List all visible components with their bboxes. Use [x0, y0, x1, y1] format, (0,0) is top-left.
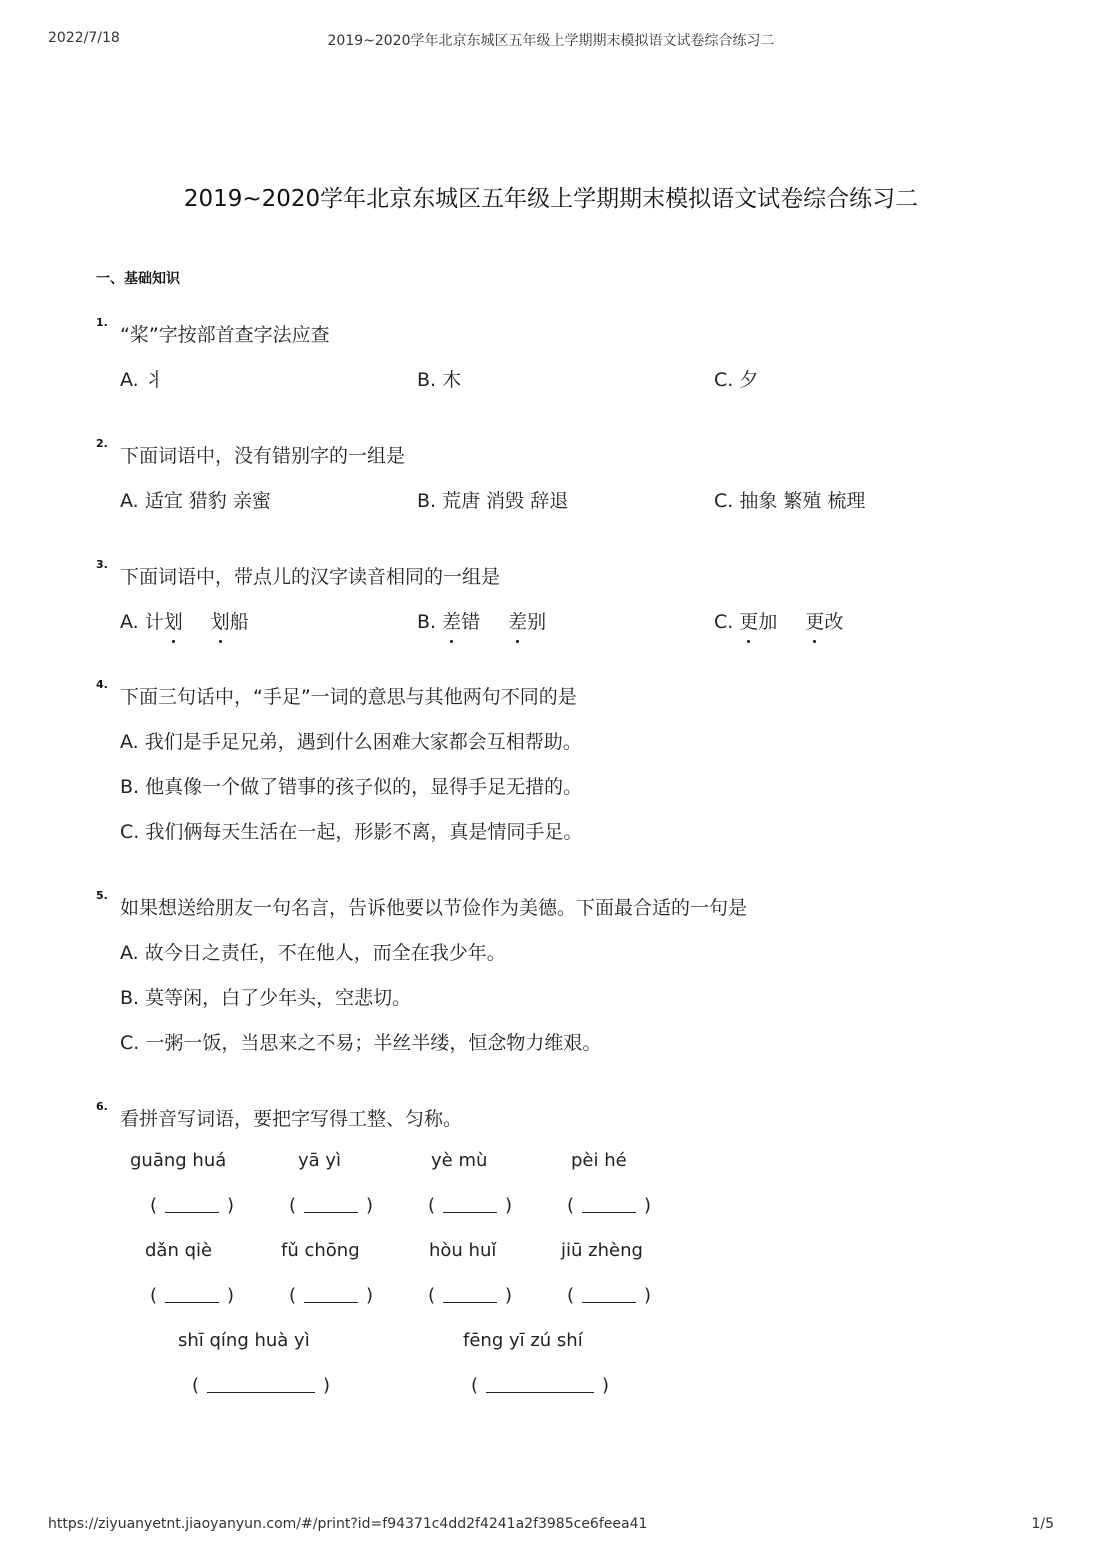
char: 错: [461, 611, 481, 633]
pinyin-prompt: yā yì: [298, 1150, 342, 1171]
pinyin-prompt: fǔ chōng: [281, 1240, 360, 1261]
option-b: B. 荒唐 消毁 辞退: [417, 490, 569, 512]
pinyin-prompt: shī qíng huà yì: [178, 1330, 310, 1351]
print-date: 2022/7/18: [48, 30, 120, 46]
answer-blank[interactable]: [192, 1375, 330, 1396]
option-b: [417, 607, 546, 634]
paren-open: (: [289, 1195, 297, 1216]
char: 船: [229, 611, 249, 633]
option-label: B.: [417, 611, 443, 633]
question-text: 下面三句话中，“手足”一词的意思与其他两句不同的是: [120, 686, 577, 708]
answer-blank[interactable]: [567, 1195, 651, 1216]
option-c: C. 我们俩每天生活在一起，形影不离，真是情同手足。: [120, 821, 583, 843]
section-heading: 一、基础知识: [96, 271, 180, 287]
paren-close: ): [505, 1195, 513, 1216]
question-number: 6.: [96, 1100, 108, 1113]
option-a: A. 我们是手足兄弟，遇到什么困难大家都会互相帮助。: [120, 731, 582, 753]
dotted-char: 更: [805, 607, 824, 634]
paren-close: ): [366, 1195, 374, 1216]
char: 加: [758, 611, 778, 633]
option-c: [714, 607, 843, 634]
option-a: A. 丬: [120, 369, 164, 391]
pinyin-prompt: dǎn qiè: [145, 1240, 213, 1261]
pinyin-prompt: guāng huá: [130, 1150, 227, 1171]
print-header-title: 2019~2020学年北京东城区五年级上学期期末模拟语文试卷综合练习二: [327, 33, 775, 49]
answer-blank[interactable]: [150, 1285, 234, 1306]
pinyin-prompt: hòu huǐ: [429, 1240, 497, 1261]
question-text: 看拼音写词语，要把字写得工整、匀称。: [120, 1108, 463, 1130]
question-text: 下面词语中，带点儿的汉字读音相同的一组是: [120, 566, 501, 588]
char: 改: [824, 611, 844, 633]
question-number: 4.: [96, 678, 108, 691]
answer-blank[interactable]: [289, 1285, 373, 1306]
print-url: https://ziyuanyetnt.jiaoyanyun.com/#/print?id=f94371c4dd2f4241a2f3985ce6feea41: [48, 1516, 648, 1532]
option-c: C. 夕: [714, 369, 759, 391]
answer-blank[interactable]: [428, 1195, 512, 1216]
answer-blank[interactable]: [150, 1195, 234, 1216]
answer-blank[interactable]: [567, 1285, 651, 1306]
answer-blank[interactable]: [289, 1195, 373, 1216]
paren-open: (: [567, 1195, 575, 1216]
option-c: C. 一粥一饭，当思来之不易；半丝半缕，恒念物力维艰。: [120, 1032, 602, 1054]
dotted-char: 差: [442, 607, 461, 634]
paren-open: (: [567, 1285, 575, 1306]
answer-blank[interactable]: [471, 1375, 609, 1396]
dotted-char: 差: [508, 607, 527, 634]
page-title: 2019~2020学年北京东城区五年级上学期期末模拟语文试卷综合练习二: [183, 186, 919, 212]
pinyin-prompt: yè mù: [431, 1150, 488, 1171]
option-c: C. 抽象 繁殖 梳理: [714, 490, 866, 512]
dotted-char: 划: [164, 607, 183, 634]
paren-open: (: [192, 1375, 200, 1396]
question-number: 1.: [96, 316, 108, 329]
paren-close: ): [227, 1285, 235, 1306]
dotted-char: 更: [739, 607, 758, 634]
pinyin-prompt: fēng yī zú shí: [463, 1330, 583, 1351]
char: 别: [527, 611, 547, 633]
paren-close: ): [505, 1285, 513, 1306]
paren-open: (: [150, 1195, 158, 1216]
question-number: 5.: [96, 889, 108, 902]
pinyin-prompt: pèi hé: [571, 1150, 627, 1171]
paren-close: ): [227, 1195, 235, 1216]
option-b: B. 莫等闲，白了少年头，空悲切。: [120, 987, 412, 1009]
paren-open: (: [428, 1195, 436, 1216]
option-b: B. 他真像一个做了错事的孩子似的，显得手足无措的。: [120, 776, 583, 798]
paren-open: (: [428, 1285, 436, 1306]
paren-close: ): [644, 1285, 652, 1306]
option-b: B. 木: [417, 369, 462, 391]
question-text: 下面词语中，没有错别字的一组是: [120, 445, 406, 467]
paren-open: (: [289, 1285, 297, 1306]
question-number: 2.: [96, 437, 108, 450]
paren-close: ): [323, 1375, 331, 1396]
question-text: “桨”字按部首查字法应查: [120, 324, 330, 346]
question-number: 3.: [96, 558, 108, 571]
option-label: A.: [120, 611, 145, 633]
char: 计: [144, 611, 164, 633]
paren-open: (: [471, 1375, 479, 1396]
page-number: 1/5: [1031, 1516, 1054, 1532]
paren-close: ): [366, 1285, 374, 1306]
answer-blank[interactable]: [428, 1285, 512, 1306]
paren-close: ): [644, 1195, 652, 1216]
question-text: 如果想送给朋友一句名言，告诉他要以节俭作为美德。下面最合适的一句是: [120, 897, 748, 919]
pinyin-prompt: jiū zhèng: [561, 1240, 643, 1261]
option-a: A. 故今日之责任，不在他人，而全在我少年。: [120, 942, 506, 964]
dotted-char: 划: [211, 607, 230, 634]
option-label: C.: [714, 611, 740, 633]
option-a: [120, 607, 249, 634]
paren-open: (: [150, 1285, 158, 1306]
paren-close: ): [602, 1375, 610, 1396]
option-a: A. 适宜 猎豹 亲蜜: [120, 490, 271, 512]
